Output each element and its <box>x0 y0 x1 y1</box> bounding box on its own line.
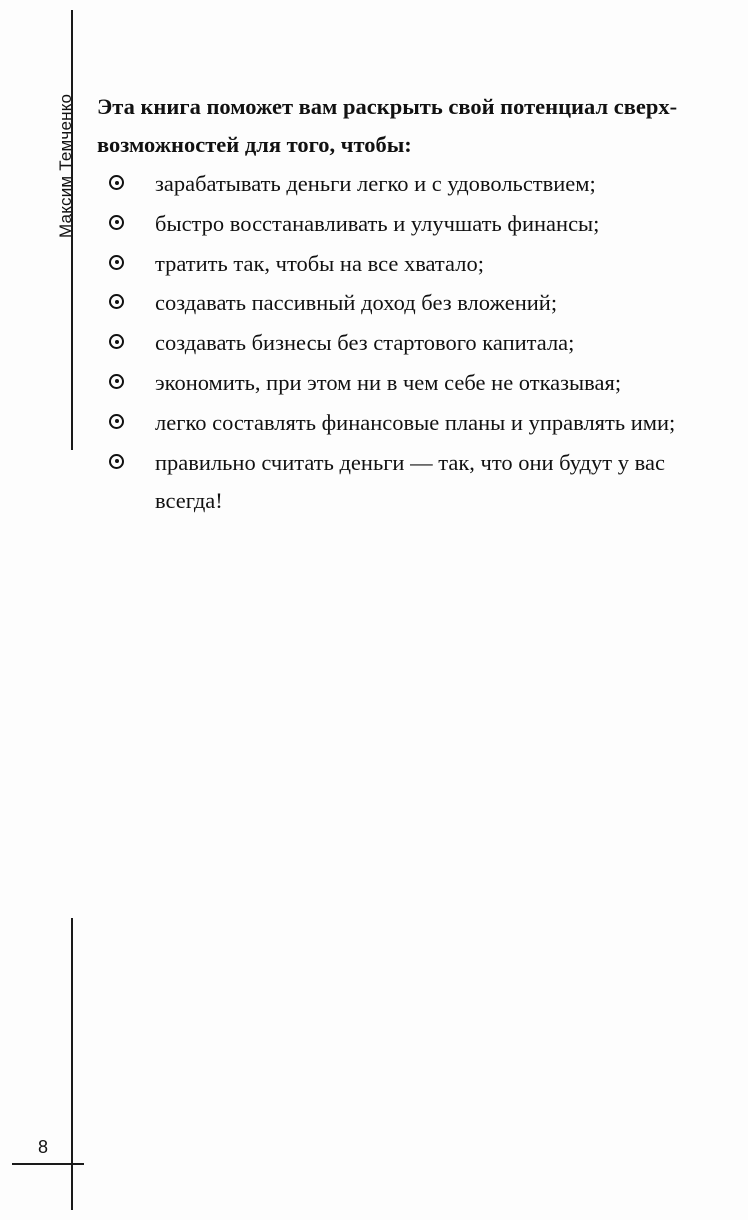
list-item <box>97 245 737 284</box>
page-body <box>97 88 737 522</box>
circled-dot-icon <box>109 454 124 469</box>
benefit-list <box>97 165 737 521</box>
list-item-text: экономить, при этом ни в чем себе не отказывая; <box>155 369 622 395</box>
list-item <box>97 324 737 363</box>
list-item-text: правильно считать деньги — так, что они будут у вас всегда! <box>155 449 665 514</box>
circled-dot-icon <box>109 215 124 230</box>
circled-dot-icon <box>109 374 124 389</box>
list-item <box>97 364 737 403</box>
lead-line-1: Эта книга поможет вам раскрыть свой потенциал сверх- <box>97 94 678 119</box>
list-item-text: тратить так, чтобы на все хватало; <box>155 250 484 276</box>
list-item-text: зарабатывать деньги легко и с удовольствием; <box>155 171 596 196</box>
list-item <box>97 284 737 323</box>
lead-line-2: возможностей для того, чтобы: <box>97 132 412 157</box>
list-item-text: быстро восстанавливать и улучшать финансы; <box>155 210 600 236</box>
list-item-text: легко составлять финансовые планы и управлять ими; <box>155 409 676 435</box>
circled-dot-icon <box>109 414 124 429</box>
list-item-text: создавать пассивный доход без вложений; <box>155 290 558 316</box>
page-number: 8 <box>38 1137 49 1157</box>
list-item <box>97 404 737 443</box>
list-item <box>97 205 737 244</box>
circled-dot-icon <box>109 294 124 309</box>
list-item <box>97 444 737 521</box>
lead-paragraph <box>97 88 737 164</box>
margin-rule-bottom <box>71 918 73 1210</box>
circled-dot-icon <box>109 175 124 190</box>
list-item-text: создавать бизнесы без стартового капитала; <box>155 330 575 356</box>
circled-dot-icon <box>109 334 124 349</box>
circled-dot-icon <box>109 255 124 270</box>
list-item <box>97 165 737 204</box>
running-head-author: Максим Темченко <box>56 93 75 238</box>
footer-rule <box>12 1163 84 1165</box>
